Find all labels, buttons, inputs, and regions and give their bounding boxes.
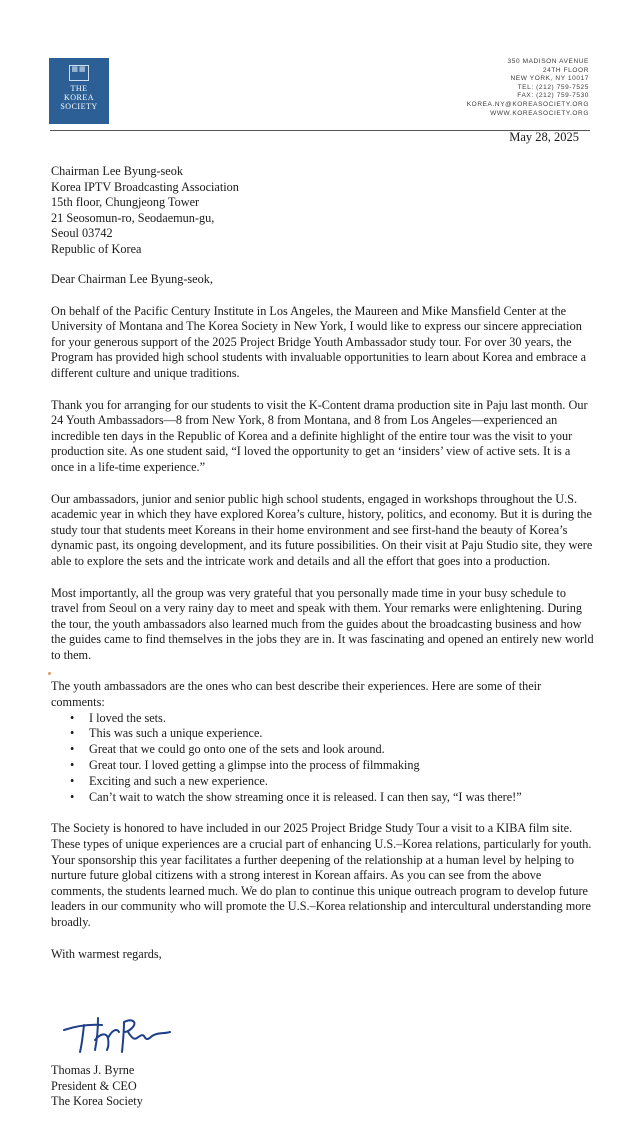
recipient-line: Korea IPTV Broadcasting Association xyxy=(51,179,239,194)
handwritten-signature xyxy=(62,1010,172,1058)
comments-list xyxy=(51,711,596,806)
logo-line: SOCIETY xyxy=(60,102,98,111)
logo-line: KOREA xyxy=(63,93,95,102)
recipient-line: Republic of Korea xyxy=(51,241,142,256)
comments-intro: The youth ambassadors are the ones who can best describe their experiences. Here are some of their comments: xyxy=(51,679,542,710)
closing: With warmest regards, xyxy=(51,946,162,961)
paragraph: Thank you for arranging for our students to visit the K-Content drama production site in Paju last month. Our 24 Youth Ambassadors—8 from New York, 8 from Montana, and 8 from Los Angeles—experienced an incredible ten days in the Republic of Korea and a definite highlight of the entire tour was the visit to your production site. As one student said, “I loved the opportunity to get an ‘insiders’ view of active sets. It is a once in a life-time experience.” xyxy=(51,397,588,474)
address-line: KOREA.NY@KOREASOCIETY.ORG xyxy=(466,100,589,108)
korea-society-logo xyxy=(49,58,109,124)
signer-name: Thomas J. Byrne xyxy=(51,1063,135,1077)
list-item: • Exciting and such a new experience. xyxy=(51,774,596,790)
address-line: 24TH FLOOR xyxy=(542,66,589,74)
recipient-line: Chairman Lee Byung-seok xyxy=(51,164,183,178)
signature-block xyxy=(51,1063,143,1110)
address-line: WWW.KOREASOCIETY.ORG xyxy=(490,109,589,117)
final-paragraph: The Society is honored to have included in our 2025 Project Bridge Study Tour a visit to a KIBA film site. These types of unique experiences are a crucial part of enhancing U.S.–Korea relations, particularly for youth. Your sponsorship this year facilitates a further deepening of the relationship at a human level by helping to nurture future global citizens with a strong interest in Korean affairs. As you can see from the above comments, the students learned much. We do plan to continue this unique outreach program to develop future leaders in our community who will promote the U.S.–Korea relationship and intercultural understanding more broadly. xyxy=(51,821,592,929)
logo-line: THE xyxy=(70,84,88,93)
list-item: • Great that we could go onto one of the sets and look around. xyxy=(51,742,596,758)
list-item: • Great tour. I loved getting a glimpse into the process of filmmaking xyxy=(51,758,596,774)
recipient-line: 15th floor, Chungjeong Tower xyxy=(51,195,200,209)
list-item: • Can’t wait to watch the show streaming once it is released. I can then say, “I was there!” xyxy=(51,790,596,806)
paragraph: Most importantly, all the group was very grateful that you personally made time in your busy schedule to travel from Seoul on a very rainy day to meet and speak with them. Your remarks were enlightening. During the tour, the youth ambassadors also learned much from the guides about the broadcasting business and how the guides came to find themselves in the jobs they are in. It was fascinating and opened an entirely new world to them. xyxy=(51,585,594,662)
recipient-line: 21 Seosomun-ro, Seodaemun-gu, xyxy=(51,210,215,225)
signer-organization: The Korea Society xyxy=(51,1094,143,1108)
address-line: NEW YORK, NY 10017 xyxy=(510,75,589,83)
address-line: TEL: (212) 759-7525 xyxy=(517,83,589,91)
logo-emblem-icon: ▦▦ xyxy=(69,65,89,81)
list-item: • This was such a unique experience. xyxy=(51,726,596,742)
letter-body xyxy=(51,164,596,962)
scan-speck xyxy=(48,672,51,675)
recipient-line: Seoul 03742 xyxy=(51,226,113,240)
recipient-address xyxy=(51,164,596,257)
salutation: Dear Chairman Lee Byung-seok, xyxy=(51,272,213,286)
paragraph: On behalf of the Pacific Century Institute in Los Angeles, the Maureen and Mike Mansfield Center at the University of Montana and The Korea Society in New York, I would like to express our sincere appreciation for your generous support of the 2025 Project Bridge Youth Ambassador study tour. For over 30 years, the Program has provided high school students with invaluable opportunities to learn about Korea and embrace a different culture and unique traditions. xyxy=(51,303,587,380)
list-item: • I loved the sets. xyxy=(51,711,596,727)
letterhead-address xyxy=(467,58,589,118)
address-line: 350 MADISON AVENUE xyxy=(507,58,589,65)
letter-date: May 28, 2025 xyxy=(509,130,579,144)
paragraph: Our ambassadors, junior and senior public high school students, engaged in workshops throughout the U.S. academic year in which they have explored Korea’s culture, history, politics, and economy. But it is during the study tour that students meet Koreans in their home environment and see first-hand the beauty of Korea’s dynamic past, its ongoing development, and its future possibilities. On their visit at Paju Studio site, they were able to explore the sets and the intricate work and details and all the effort that goes into a production. xyxy=(51,491,593,568)
signer-title: President & CEO xyxy=(51,1078,137,1093)
address-line: FAX: (212) 759-7530 xyxy=(517,92,589,100)
